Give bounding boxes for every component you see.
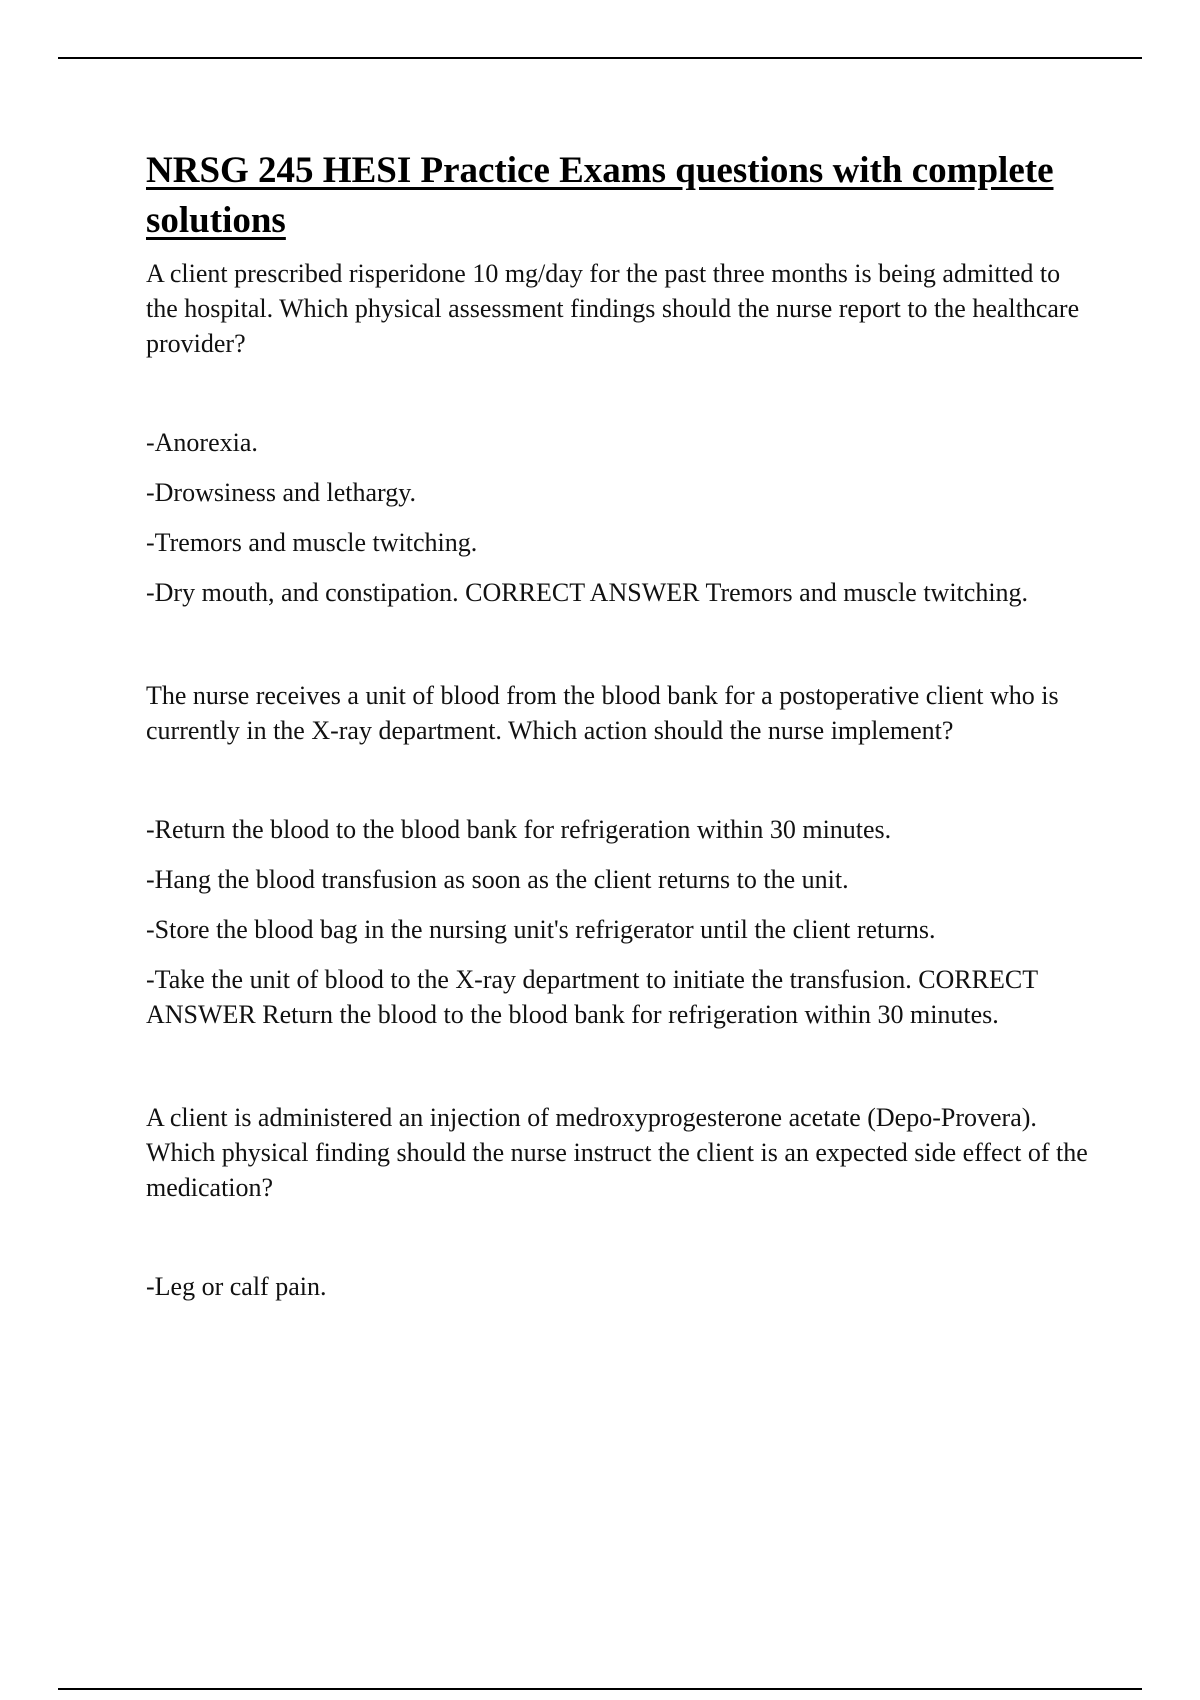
bottom-rule [58, 1688, 1142, 1690]
answer-option: -Drowsiness and lethargy. [146, 478, 417, 507]
question-text: A client prescribed risperidone 10 mg/day for the past three months is being admitted to the hospital. Which physical assessment findings should the nurse report to the healthcare provider? [146, 259, 1080, 358]
answer-option-with-correct-answer: -Take the unit of blood to the X-ray department to initiate the transfusion. CORRECT ANSWER Return the blood to the blood bank for refrigeration within 30 minutes. [146, 965, 1038, 1029]
question-text: A client is administered an injection of medroxyprogesterone acetate (Depo-Provera). Which physical finding should the nurse instruct the client is an expected side effect of the medication? [146, 1103, 1088, 1202]
answer-option: -Store the blood bag in the nursing unit's refrigerator until the client returns. [146, 915, 936, 944]
answer-option-with-correct-answer: -Dry mouth, and constipation. CORRECT ANSWER Tremors and muscle twitching. [146, 578, 1029, 607]
question-3 [146, 1100, 1096, 1304]
answer-option: -Anorexia. [146, 428, 258, 457]
answer-option: -Return the blood to the blood bank for refrigeration within 30 minutes. [146, 815, 892, 844]
question-text: The nurse receives a unit of blood from the blood bank for a postoperative client who is currently in the X-ray department. Which action should the nurse implement? [146, 681, 1059, 745]
question-2 [146, 678, 1096, 1032]
answer-option: -Leg or calf pain. [146, 1272, 327, 1301]
document-body [146, 146, 1096, 1304]
document-title: NRSG 245 HESI Practice Exams questions with complete solutions [146, 150, 1054, 241]
question-1 [146, 256, 1096, 610]
answer-option: -Tremors and muscle twitching. [146, 528, 478, 557]
answer-option: -Hang the blood transfusion as soon as the client returns to the unit. [146, 865, 849, 894]
top-rule [58, 57, 1142, 59]
